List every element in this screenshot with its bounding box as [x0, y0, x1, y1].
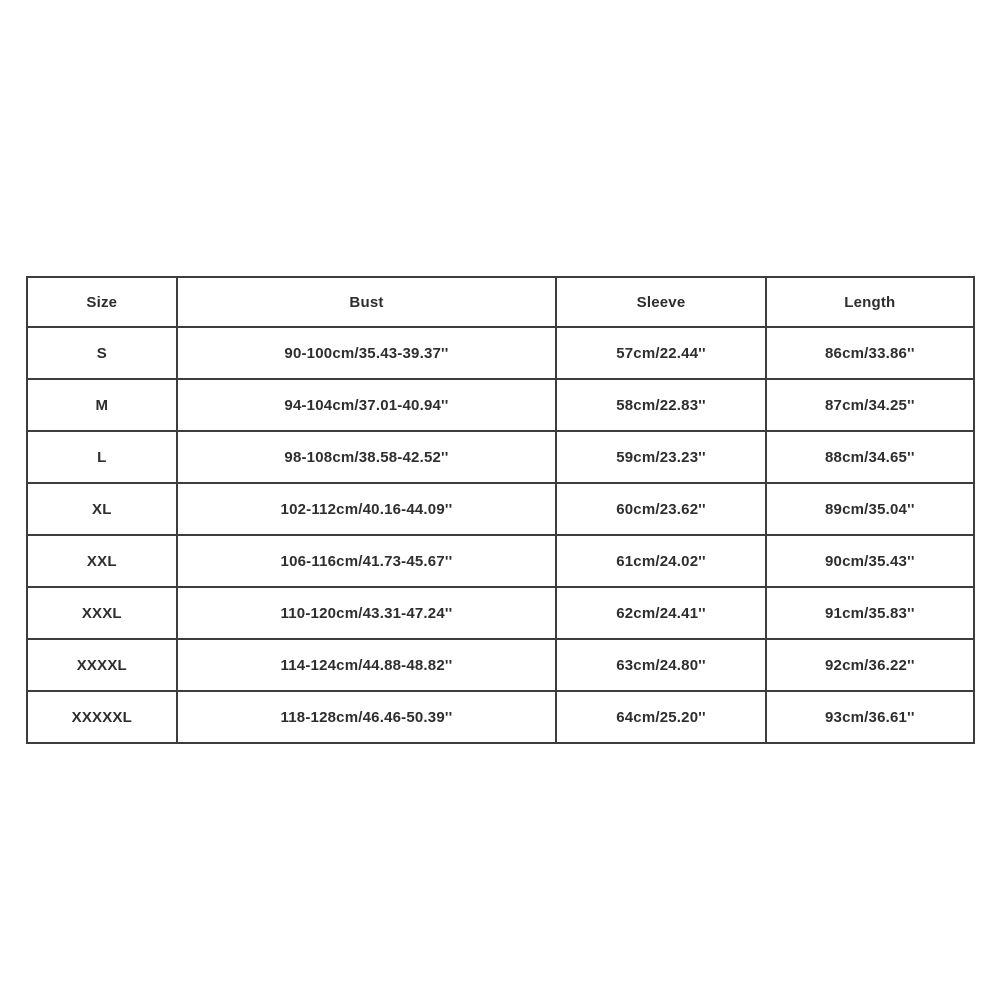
sleeve-cell: 58cm/22.83'': [556, 379, 765, 431]
bust-cell: 90-100cm/35.43-39.37'': [177, 327, 557, 379]
sleeve-cell: 57cm/22.44'': [556, 327, 765, 379]
table-row: [27, 379, 974, 431]
sleeve-cell: 63cm/24.80'': [556, 639, 765, 691]
size-chart-header: [27, 277, 974, 327]
size-chart-table: [26, 276, 975, 744]
length-cell: 87cm/34.25'': [766, 379, 974, 431]
size-cell: XXL: [27, 535, 177, 587]
length-cell: 92cm/36.22'': [766, 639, 974, 691]
size-cell: XXXXL: [27, 639, 177, 691]
length-cell: 90cm/35.43'': [766, 535, 974, 587]
length-cell: 91cm/35.83'': [766, 587, 974, 639]
table-row: [27, 535, 974, 587]
size-chart: [26, 276, 975, 726]
sleeve-cell: 59cm/23.23'': [556, 431, 765, 483]
sleeve-cell: 64cm/25.20'': [556, 691, 765, 743]
size-cell: M: [27, 379, 177, 431]
sleeve-cell: 60cm/23.62'': [556, 483, 765, 535]
bust-cell: 94-104cm/37.01-40.94'': [177, 379, 557, 431]
sleeve-cell: 61cm/24.02'': [556, 535, 765, 587]
size-cell: XL: [27, 483, 177, 535]
length-cell: 86cm/33.86'': [766, 327, 974, 379]
table-row: [27, 483, 974, 535]
length-cell: 93cm/36.61'': [766, 691, 974, 743]
bust-cell: 110-120cm/43.31-47.24'': [177, 587, 557, 639]
size-cell: XXXXXL: [27, 691, 177, 743]
table-row: [27, 327, 974, 379]
column-header-sleeve: Sleeve: [556, 277, 765, 327]
sleeve-cell: 62cm/24.41'': [556, 587, 765, 639]
size-chart-body: [27, 327, 974, 743]
header-row: [27, 277, 974, 327]
bust-cell: 102-112cm/40.16-44.09'': [177, 483, 557, 535]
bust-cell: 114-124cm/44.88-48.82'': [177, 639, 557, 691]
bust-cell: 118-128cm/46.46-50.39'': [177, 691, 557, 743]
table-row: [27, 587, 974, 639]
bust-cell: 98-108cm/38.58-42.52'': [177, 431, 557, 483]
size-cell: XXXL: [27, 587, 177, 639]
length-cell: 89cm/35.04'': [766, 483, 974, 535]
table-row: [27, 431, 974, 483]
column-header-bust: Bust: [177, 277, 557, 327]
length-cell: 88cm/34.65'': [766, 431, 974, 483]
column-header-length: Length: [766, 277, 974, 327]
bust-cell: 106-116cm/41.73-45.67'': [177, 535, 557, 587]
size-cell: L: [27, 431, 177, 483]
table-row: [27, 639, 974, 691]
column-header-size: Size: [27, 277, 177, 327]
table-row: [27, 691, 974, 743]
size-cell: S: [27, 327, 177, 379]
